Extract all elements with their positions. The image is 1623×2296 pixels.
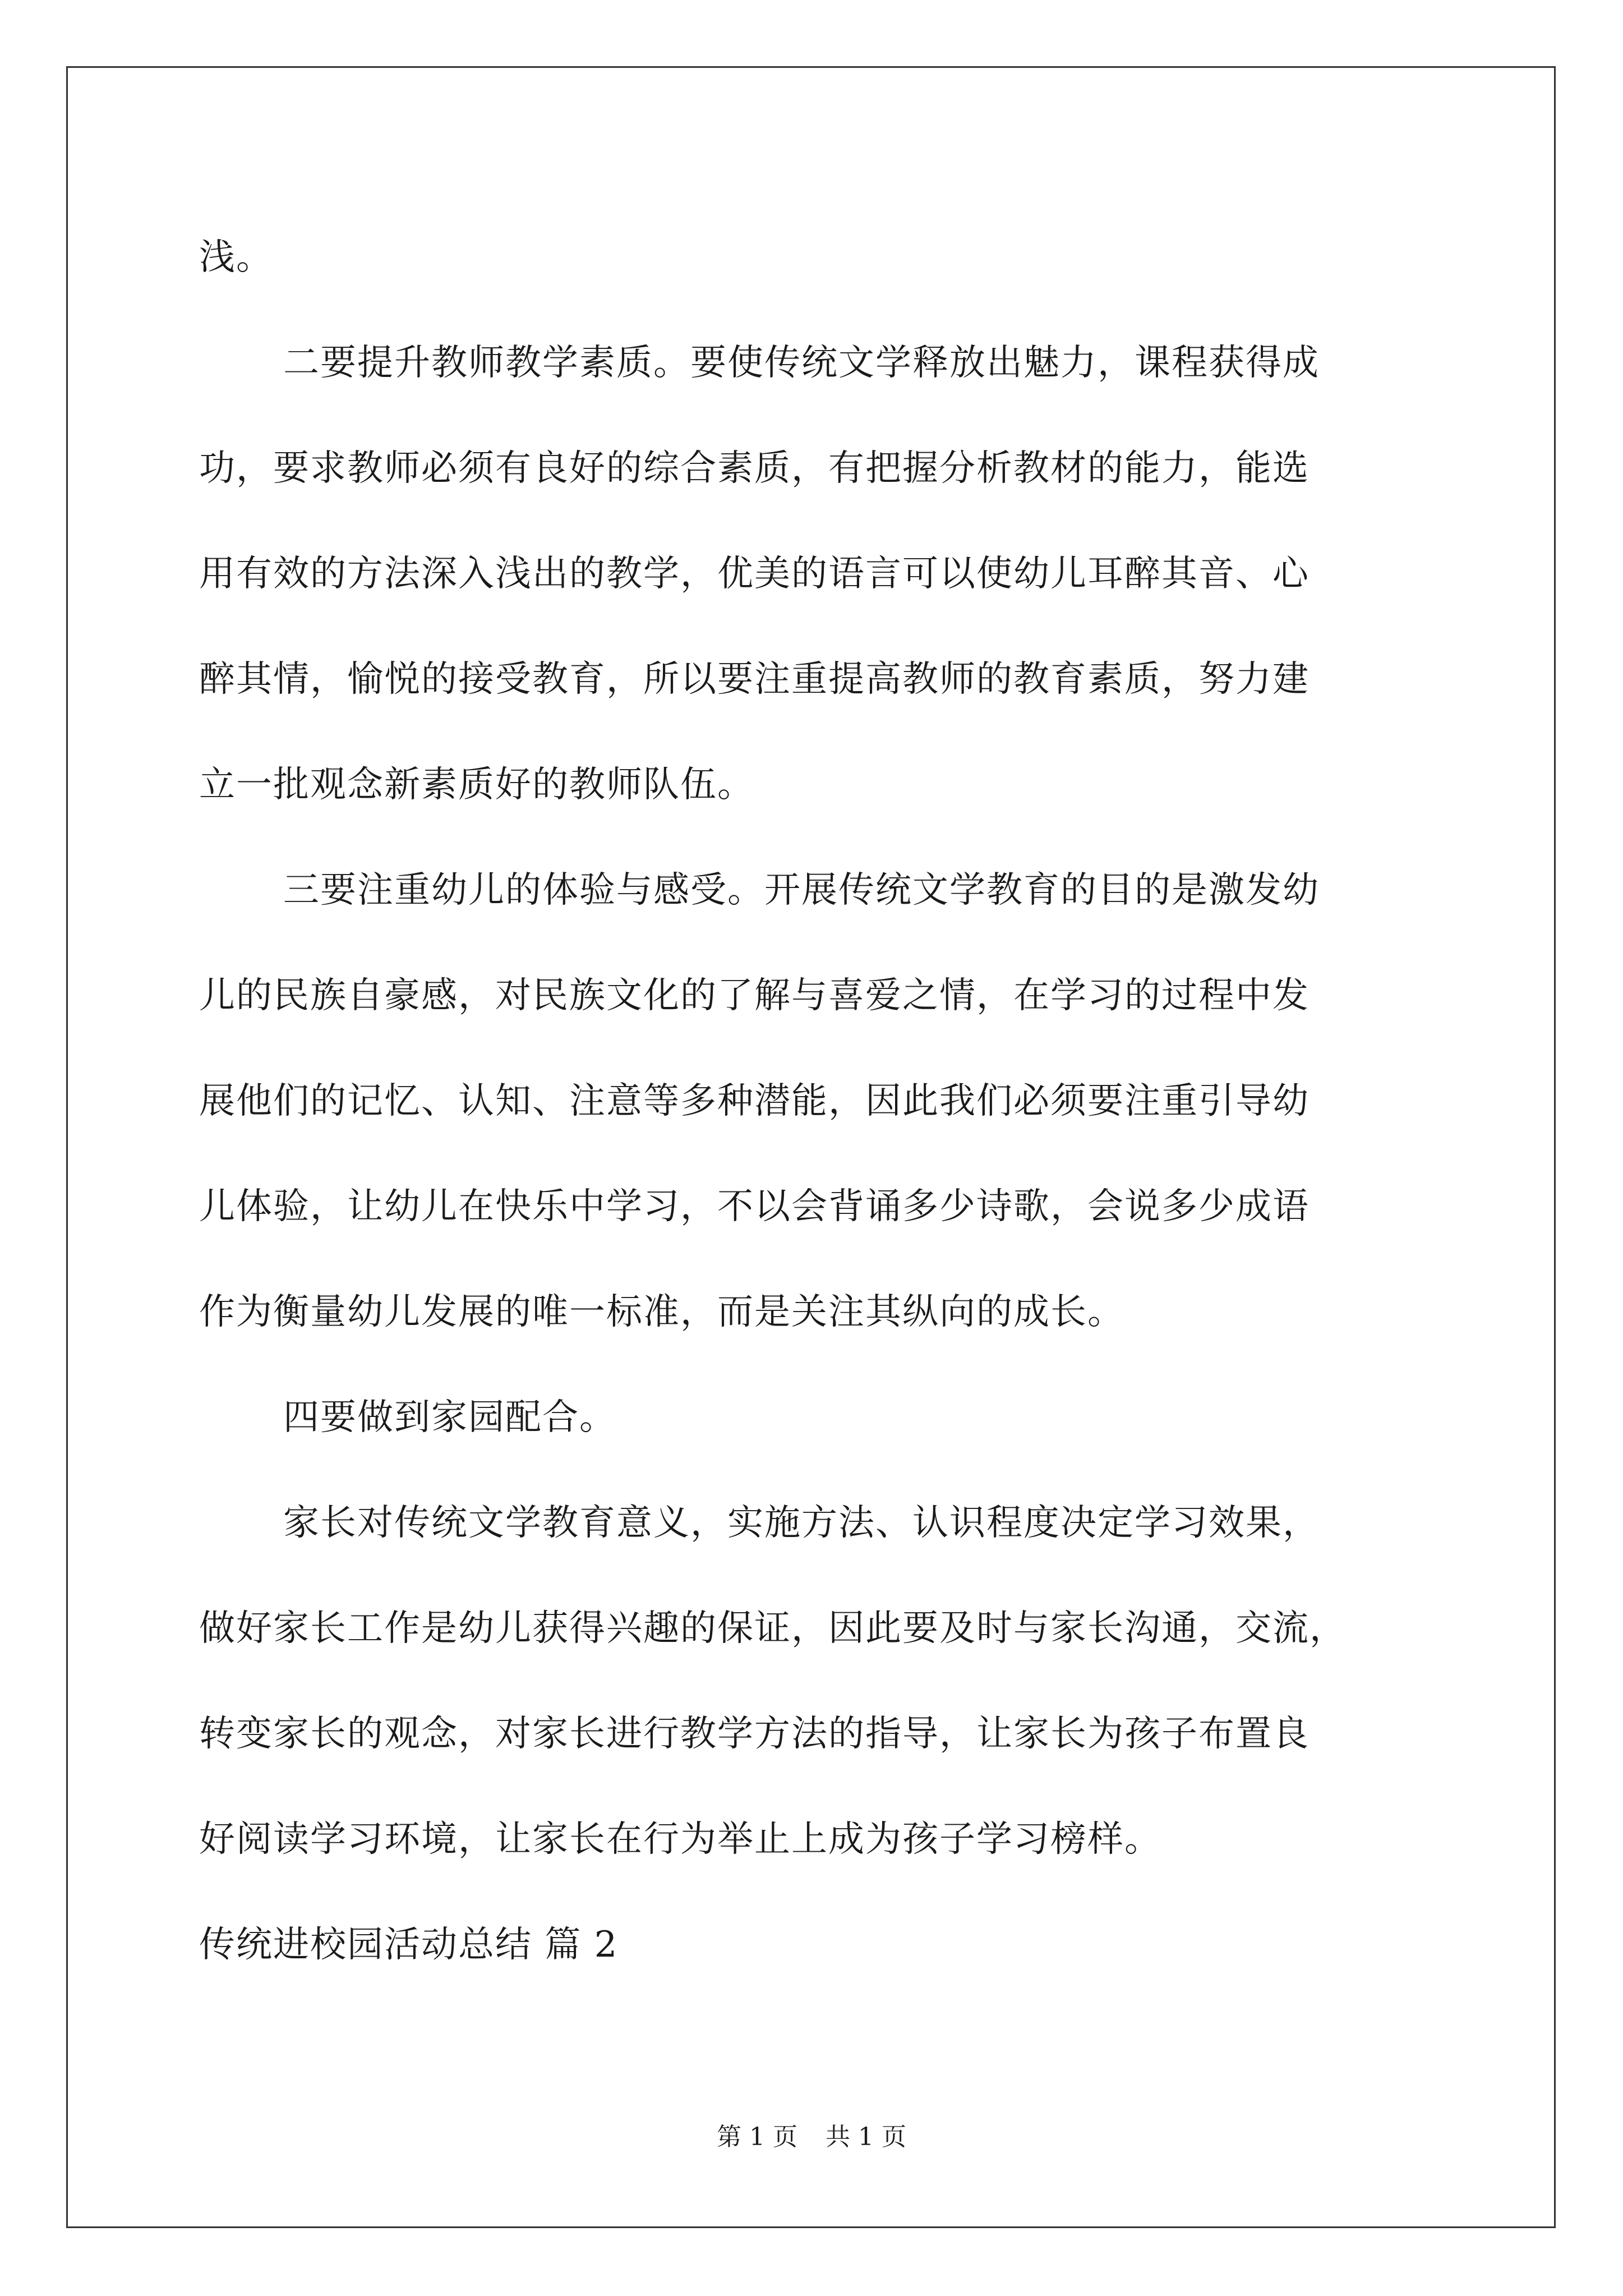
text-line: 儿的民族自豪感，对民族文化的了解与喜爱之情，在学习的过程中发 xyxy=(199,975,1310,1016)
text-line: 醉其情，愉悦的接受教育，所以要注重提高教师的教育素质，努力建 xyxy=(199,659,1310,700)
text-line: 做好家长工作是幼儿获得兴趣的保证，因此要及时与家长沟通，交流， xyxy=(199,1608,1347,1649)
text-line: 展他们的记忆、认知、注意等多种潜能，因此我们必须要注重引导幼 xyxy=(199,1080,1310,1122)
page-number: 第 1 页 xyxy=(717,2123,797,2151)
text-line: 家长对传统文学教育意义，实施方法、认识程度决定学习效果， xyxy=(283,1502,1320,1544)
text-line: 用有效的方法深入浅出的教学，优美的语言可以使幼儿耳醉其音、心 xyxy=(199,553,1310,595)
text-line: 立一批观念新素质好的教师队伍。 xyxy=(199,764,754,806)
text-line: 功，要求教师必须有良好的综合素质，有把握分析教材的能力，能选 xyxy=(199,448,1310,489)
page-total: 共 1 页 xyxy=(826,2123,906,2151)
document-body xyxy=(199,205,1438,1998)
text-line: 作为衡量幼儿发展的唯一标准，而是关注其纵向的成长。 xyxy=(199,1291,1124,1333)
text-line: 三要注重幼儿的体验与感受。开展传统文学教育的目的是激发幼 xyxy=(283,869,1320,911)
page-footer xyxy=(0,2120,1623,2154)
text-line: 儿体验，让幼儿在快乐中学习，不以会背诵多少诗歌，会说多少成语 xyxy=(199,1186,1310,1227)
text-line: 转变家长的观念，对家长进行教学方法的指导，让家长为孩子布置良 xyxy=(199,1713,1310,1755)
text-line: 浅。 xyxy=(199,237,273,278)
section-heading: 传统进校园活动总结 篇 2 xyxy=(199,1924,619,1966)
text-line: 四要做到家园配合。 xyxy=(283,1397,616,1438)
text-line: 二要提升教师教学素质。要使传统文学释放出魅力，课程获得成 xyxy=(283,342,1320,384)
text-line: 好阅读学习环境，让家长在行为举止上成为孩子学习榜样。 xyxy=(199,1819,1161,1860)
